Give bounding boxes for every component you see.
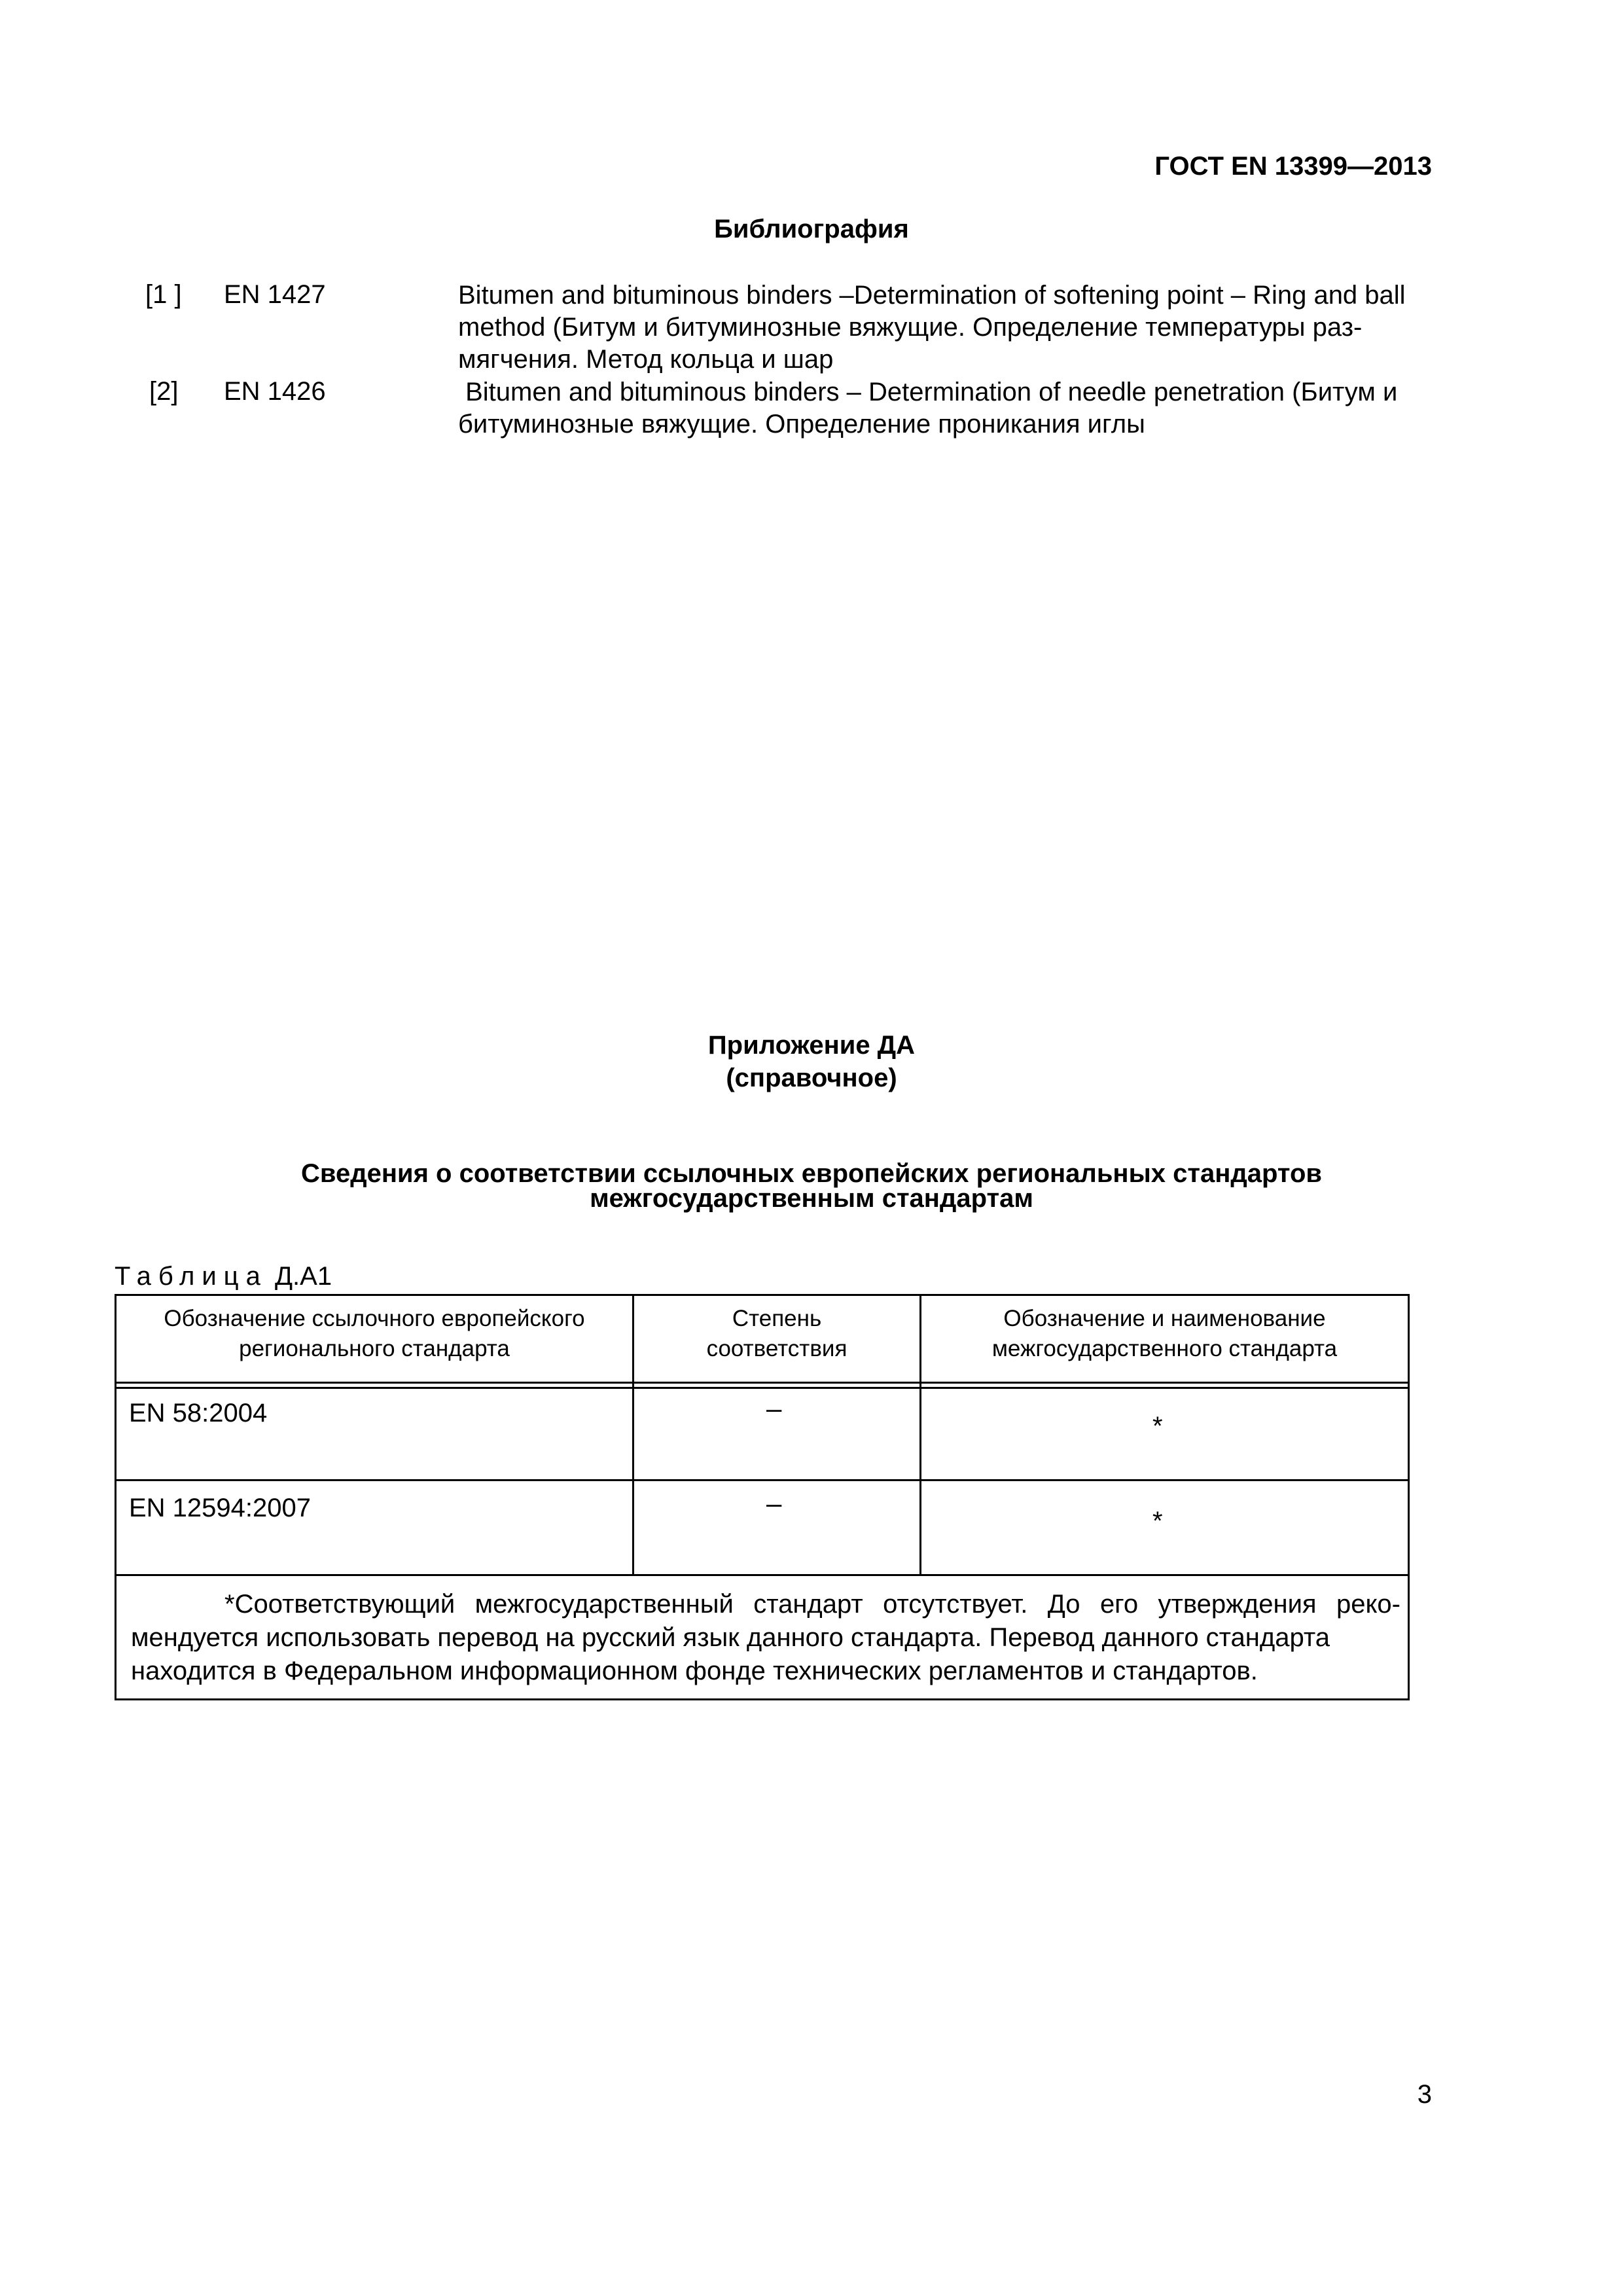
standard-code: ГОСТ EN 13399—2013: [1154, 152, 1432, 181]
table-header-interstate: [921, 1304, 1408, 1364]
bib-entry-1-text: [458, 279, 1420, 376]
table-border-bottom: [115, 1698, 1410, 1700]
bib-entry-2-number: [2]: [149, 377, 179, 406]
annex-title: Приложение ДА: [707, 1031, 916, 1060]
bib-entry-1-line-1: Bitumen and bituminous binders –Determination of softening point – Ring and ball: [458, 281, 1406, 310]
table-row-1-designation: EN 58:2004: [129, 1399, 268, 1427]
table-label-prefix: Таблица: [115, 1262, 268, 1291]
table-header-degree-line-1: Степень: [732, 1306, 822, 1331]
table-footnote-line-1: *Соответствующий межгосударственный стандарт отсутствует. До его утверждения реко-: [224, 1590, 1400, 1619]
table-row-1-interstate: *: [1152, 1412, 1163, 1441]
table-label: [115, 1262, 332, 1291]
bib-entry-1-code: EN 1427: [224, 280, 326, 309]
table-header-interstate-line-2: межгосударственного стандарта: [991, 1336, 1338, 1361]
bib-entry-1-line-3: мягчения. Метод кольца и шар: [458, 345, 834, 374]
table-header-rule-1: [115, 1382, 1410, 1384]
table-row-divider: [115, 1479, 1410, 1481]
table-footnote-line-2: мендуется использовать перевод на русский язык данного стандарта. Перевод данного стандарта: [131, 1623, 1330, 1652]
bib-entry-2-text: [458, 376, 1420, 440]
bib-entry-2-line-2: битуминозные вяжущие. Определение проникания иглы: [458, 410, 1145, 439]
table-footnote-line-3: находится в Федеральном информационном фонде технических регламентов и стандартов.: [131, 1657, 1258, 1685]
table-border-top: [115, 1294, 1410, 1296]
table-footnote: [131, 1588, 1400, 1688]
table-row-2-designation: EN 12594:2007: [129, 1494, 312, 1522]
table-header-designation-line-1: Обозначение ссылочного европейского: [164, 1306, 585, 1331]
table-footnote-divider: [115, 1574, 1410, 1576]
table-label-id: Д.А1: [274, 1262, 332, 1291]
table-header-designation: [116, 1304, 632, 1364]
annex-subtitle: (справочное): [726, 1064, 897, 1092]
bib-entry-2-line-1: Bitumen and bituminous binders – Determination of needle penetration (Битум и: [458, 378, 1398, 406]
table-border-right: [1408, 1294, 1410, 1700]
bib-entry-2-code: EN 1426: [224, 377, 326, 406]
table-row-2-interstate: *: [1152, 1507, 1163, 1535]
table-header-designation-line-2: регионального стандарта: [239, 1336, 510, 1361]
annex-heading-line-1: Сведения о соответствии ссылочных европейских региональных стандартов: [301, 1159, 1322, 1188]
table-header-degree: [634, 1304, 919, 1364]
table-header-interstate-line-1: Обозначение и наименование: [1003, 1306, 1326, 1331]
page-number: 3: [1417, 2080, 1432, 2109]
bib-entry-1-number: [1 ]: [145, 280, 182, 309]
table-row-1-degree: –: [766, 1393, 782, 1424]
table-row-2-degree: –: [766, 1488, 782, 1518]
table-header-rule-2: [115, 1387, 1410, 1389]
table-header-degree-line-2: соответствия: [706, 1336, 847, 1361]
bibliography-title: Библиография: [714, 215, 909, 243]
annex-heading-line-2: межгосударственным стандартам: [590, 1184, 1033, 1213]
bib-entry-1-line-2: method (Битум и битуминозные вяжущие. Определение температуры раз-: [458, 313, 1363, 342]
